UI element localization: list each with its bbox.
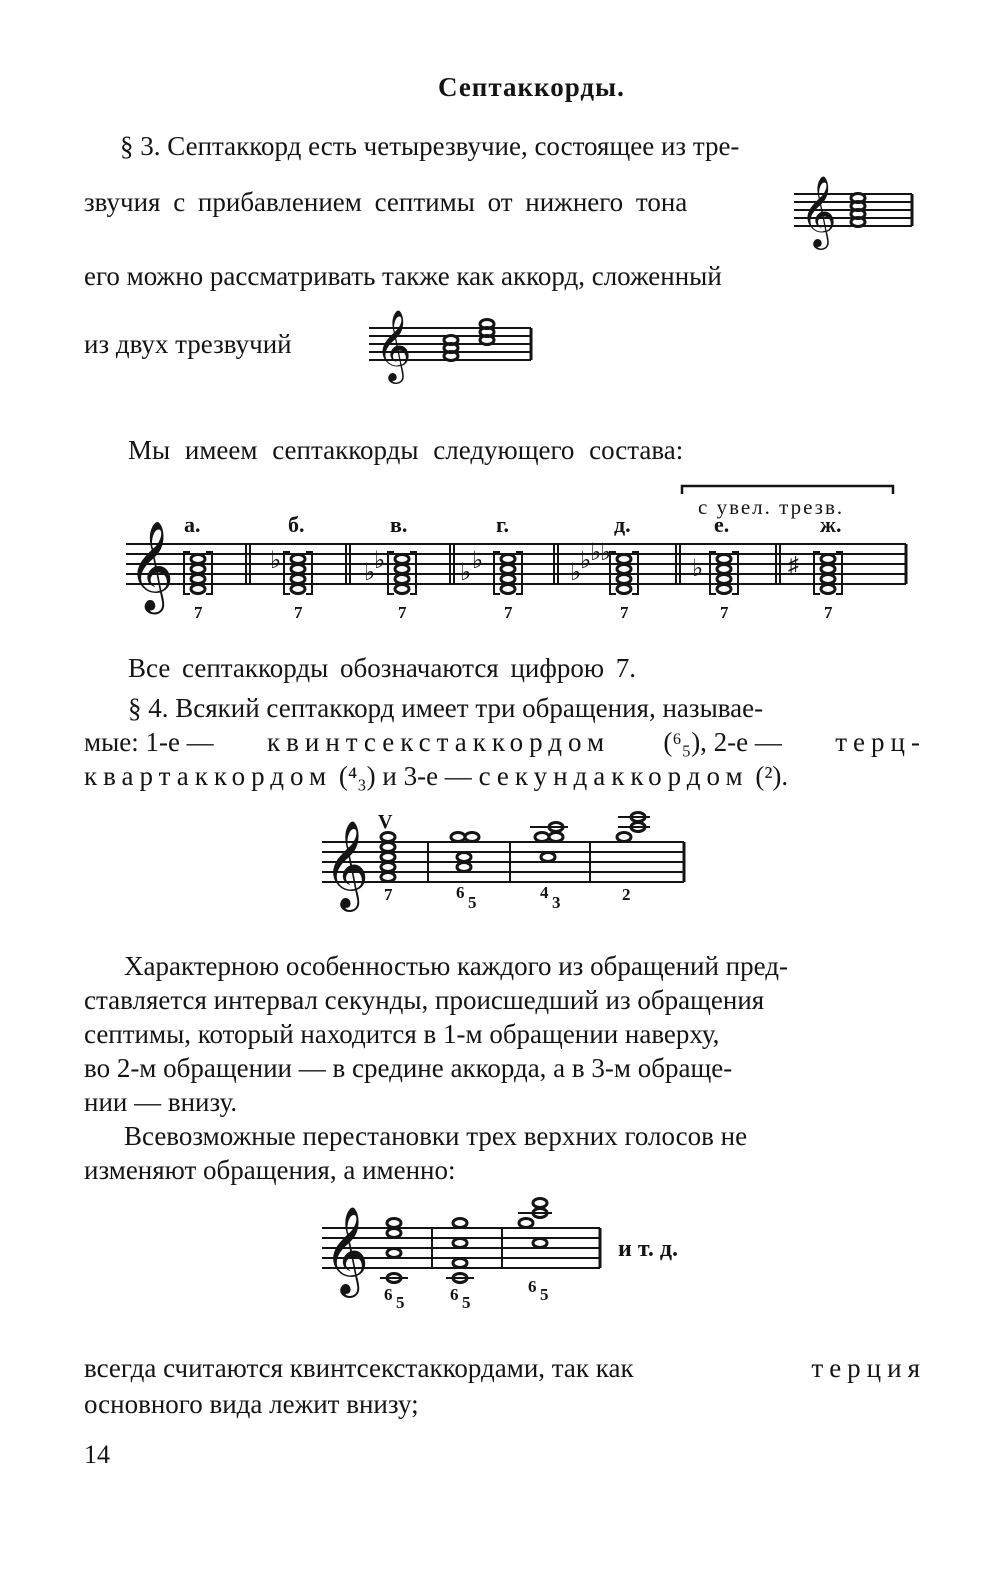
final-line1-a: всегда считаются квинтсекстаккордами, так как [84,1353,641,1383]
inversions-example [318,808,688,912]
term-tertsia: терция [811,1353,926,1383]
flat-icon: ♭ [590,540,602,566]
final-line2: основного вида лежит внизу; [84,1389,419,1419]
term-second: секундаккордом [478,761,749,791]
char-line3: септимы, который находится в 1-м обращении наверху, [84,1019,720,1049]
perm-figure-6: 6 [450,1285,459,1304]
treble-clef-icon: 𝄞 [800,178,837,246]
flat-icon: ♭ [460,560,472,586]
para4-line3-b: (⁴₃) и 3-е — [332,761,479,791]
chord-letter-e: е. [714,512,730,537]
inversion-figure-6: 6 [456,883,465,902]
sharp-icon: ♯ [788,552,799,577]
chord-letter-b: б. [288,512,305,537]
seven-chords-example [120,480,910,625]
chord-figure: 7 [824,603,833,622]
char-line5: нии — внизу. [84,1087,238,1117]
chord-letter-g: г. [496,512,510,537]
final-line1 [84,1350,926,1386]
flat-icon: ♭ [580,548,592,574]
para4-line3 [84,758,926,794]
treble-clef-icon: 𝄞 [324,1209,369,1293]
char-line1: Характерною особенностью каждого из обращений пред- [124,951,788,981]
chord-figure: 7 [620,603,629,622]
perm-figure-6: 6 [528,1277,537,1296]
inversion-figure-4: 4 [540,883,549,902]
page-title: Септаккорды. [438,72,625,102]
inversion-figure-3: 3 [552,893,561,912]
flat-icon: ♭ [472,548,484,574]
para4-line3-d: (²). [748,761,789,791]
para3-line2: звучия с прибавлением септимы от нижнего тона [84,187,688,217]
flat-icon: ♭ [692,556,704,582]
all-line: Все септаккорды обозначаются цифрою 7. [128,653,637,683]
para4-line2 [84,724,926,760]
term-quintsext: квинтсекстаккордом [267,727,611,757]
chord-figure: 7 [504,603,513,622]
perm-figure-5: 5 [396,1293,405,1312]
term-terts: терц- [835,727,926,757]
perm-figure-6: 6 [384,1285,393,1304]
chord-figure: 7 [398,603,407,622]
inversion-figure-2: 2 [622,885,631,904]
chord-figure: 7 [720,603,729,622]
staff-example-two-triads [365,306,537,388]
perm-line2: изменяют обращения, а именно: [84,1155,456,1185]
flat-icon: ♭ [570,560,582,586]
aug-bracket-label: с увел. трезв. [698,495,845,519]
flat-icon: ♭ [270,548,282,574]
staff-example-seventh [788,172,920,256]
inversion-figure-5: 5 [468,893,477,912]
chord-letter-d: д. [614,512,631,537]
perm-figure-5: 5 [462,1293,471,1312]
flat-icon: ♭ [600,540,612,566]
para4-line2-a: мые: 1-е — [84,727,214,757]
perm-figure-5: 5 [540,1285,549,1304]
permutations-example [318,1196,608,1314]
para3-line4: из двух трезвучий [84,329,292,359]
perm-line1: Всевозможные перестановки трех верхних голосов не [124,1121,748,1151]
para3-line1: § 3. Септаккорд есть четырезвучие, состоящее из тре- [120,131,740,161]
flat-icon: ♭ [364,560,376,586]
para4-line1: § 4. Всякий септаккорд имеет три обращения, называе- [128,693,764,723]
treble-clef-icon: 𝄞 [324,823,369,907]
flat-icon: ♭ [374,548,386,574]
have-line: Мы имеем септаккорды следующего состава: [128,435,684,465]
chord-figure: 7 [194,603,203,622]
chord-letter-a: а. [184,512,201,537]
treble-clef-icon: 𝄞 [375,312,412,380]
char-line4: во 2-м обращении — в средине аккорда, а в 3-м обраще- [84,1053,733,1083]
treble-clef-icon: 𝄞 [128,522,175,609]
chord-letter-zh: ж. [820,512,842,537]
chord-letter-v: в. [390,512,408,537]
char-line2: ставляется интервал секунды, происшедший из обращения [84,985,765,1015]
etc-label: и т. д. [618,1236,678,1262]
para4-line2-c: (⁶₅), 2-е — [663,727,782,757]
inversion-figure-7: 7 [384,885,393,904]
para3-line3: его можно рассматривать также как аккорд, сложенный [84,261,722,291]
chord-figure: 7 [294,603,303,622]
page-number: 14 [84,1440,110,1469]
inversion-mark: V [378,811,393,833]
term-quart: квартаккордом [84,761,333,791]
